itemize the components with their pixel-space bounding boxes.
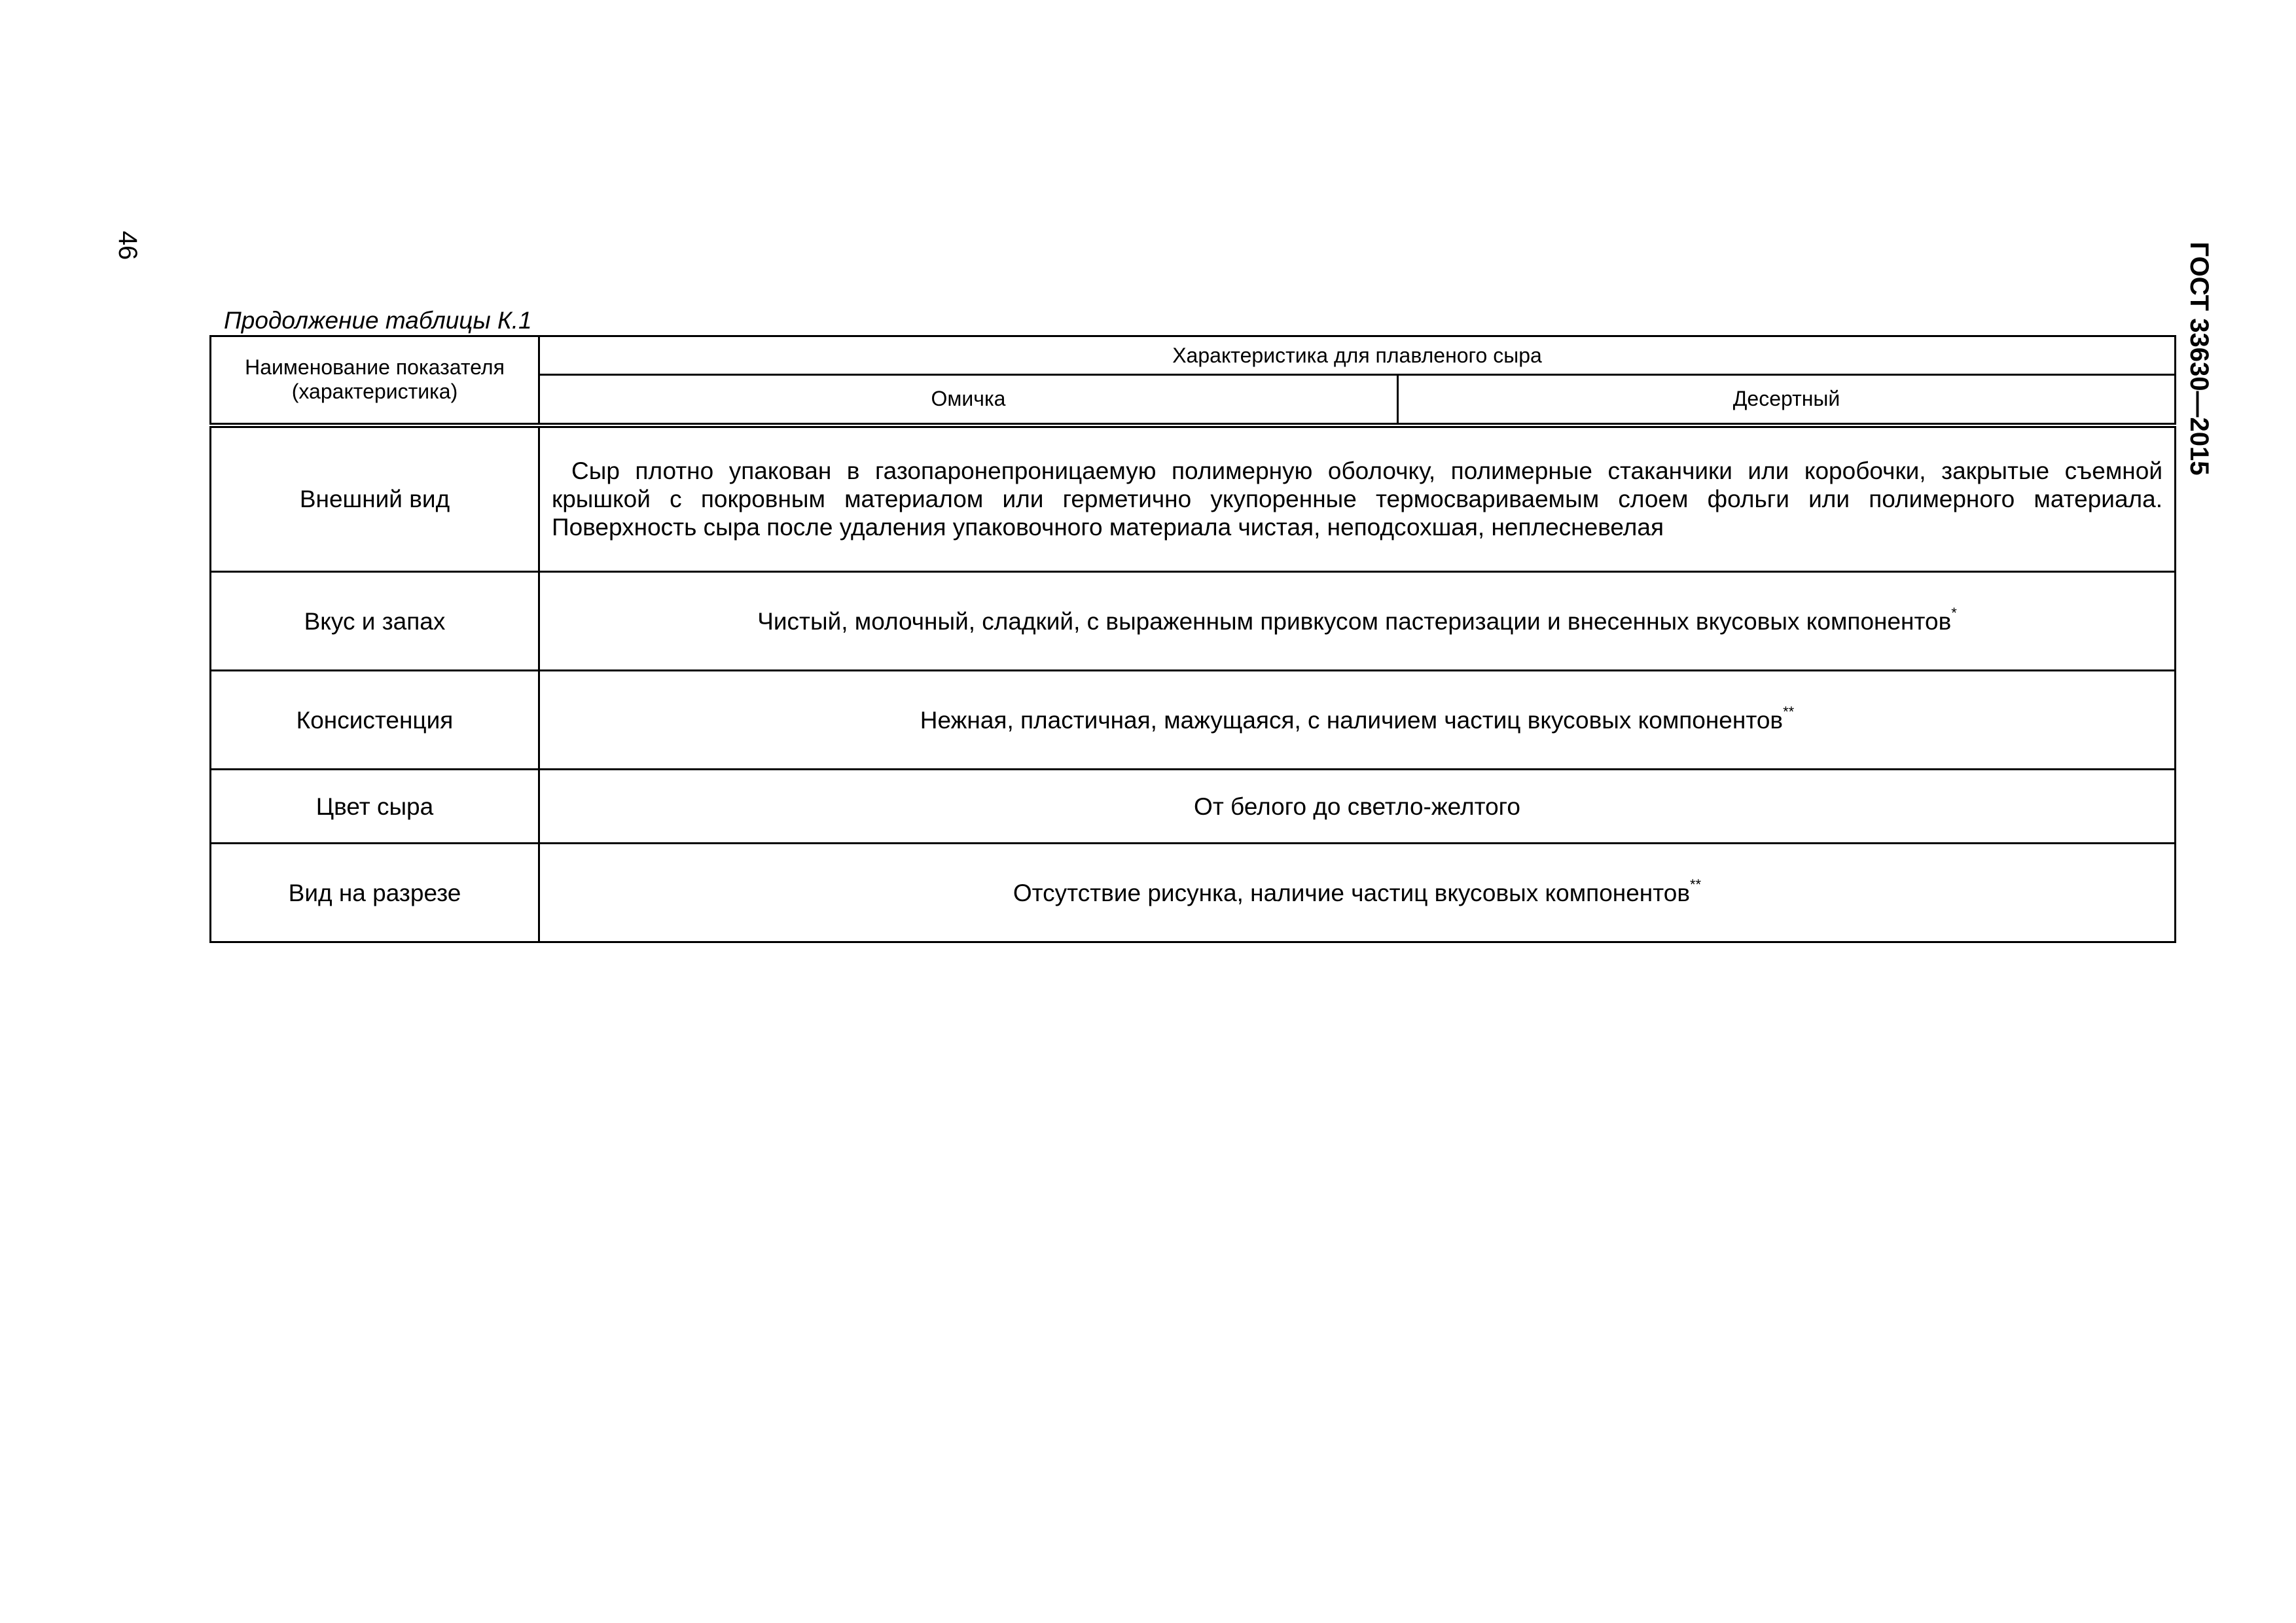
value-text: Сыр плотно упакован в газопаронепроницаемую полимерную оболочку, полимерные стаканчики или коробочки, закрытые съемной крышкой с покровным материалом или герметично укупоренные термосвариваемым слоем фольги или полимерного материала. Поверхность сыра после удаления упаковочного материала чистая, неподсохшая, неплесневелая — [552, 457, 2162, 541]
table-row — [211, 844, 2176, 942]
table-row — [211, 425, 2176, 572]
value-text: Нежная, пластичная, мажущаяся, с наличием частиц вкусовых компонентов — [920, 706, 1784, 734]
value-cell — [539, 572, 2176, 671]
table-header — [211, 336, 2176, 425]
omichka-column-header: Омичка — [539, 375, 1398, 425]
page-number: 46 — [113, 230, 142, 260]
table-caption: Продолжение таблицы К.1 — [224, 307, 532, 334]
footnote-mark: * — [1951, 604, 1957, 621]
standard-code: ГОСТ 33630—2015 — [2185, 241, 2214, 476]
table-row — [211, 671, 2176, 770]
indicator-cell: Цвет сыра — [211, 770, 539, 844]
indicator-cell: Вкус и запах — [211, 572, 539, 671]
footnote-mark: ** — [1689, 876, 1702, 893]
table-row — [211, 572, 2176, 671]
dessert-column-header: Десертный — [1398, 375, 2176, 425]
indicator-cell: Консистенция — [211, 671, 539, 770]
value-text: Чистый, молочный, сладкий, с выраженным привкусом пастеризации и внесенных вкусовых компонентов — [757, 607, 1952, 635]
indicator-cell: Внешний вид — [211, 425, 539, 572]
indicator-cell: Вид на разрезе — [211, 844, 539, 942]
cheese-characteristics-group-header: Характеристика для плавленого сыра — [539, 336, 2176, 375]
table-body — [211, 425, 2176, 942]
value-text: От белого до светло-желтого — [1194, 793, 1520, 820]
value-cell — [539, 844, 2176, 942]
footnote-mark: ** — [1783, 703, 1795, 720]
indicator-column-header: Наименование показателя (характеристика) — [211, 336, 539, 425]
value-cell — [539, 671, 2176, 770]
table-row — [211, 770, 2176, 844]
cheese-characteristics-table — [209, 335, 2176, 943]
value-cell — [539, 425, 2176, 572]
value-cell — [539, 770, 2176, 844]
value-text: Отсутствие рисунка, наличие частиц вкусовых компонентов — [1013, 879, 1690, 906]
